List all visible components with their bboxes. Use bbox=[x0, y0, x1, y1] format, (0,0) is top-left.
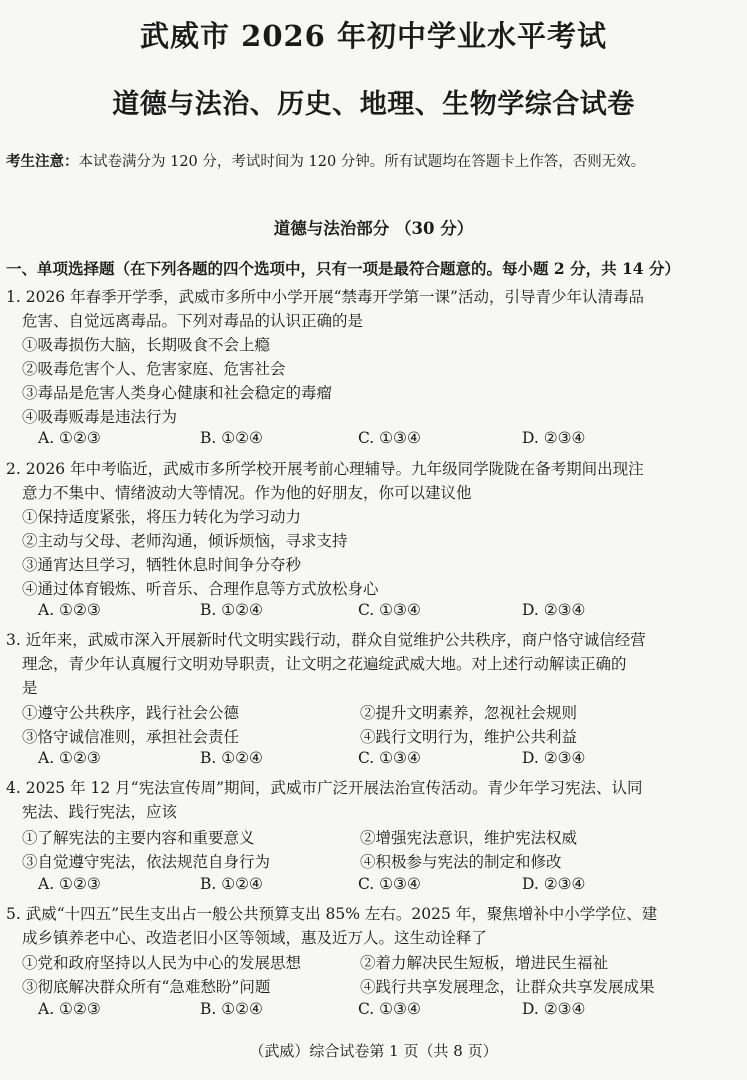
option-c: C. ①③④ bbox=[358, 601, 421, 619]
question-stem-line: 意力不集中、情绪波动大等情况。作为他的好朋友，你可以建议他 bbox=[22, 484, 472, 502]
option-a: A. ①②③ bbox=[38, 429, 101, 447]
question-stem-line: 1. 2026 年春季开学季，武威市多所中小学开展“禁毒开学第一课”活动，引导青少年认清毒品 bbox=[6, 288, 644, 306]
option-d: D. ②③④ bbox=[522, 429, 586, 447]
option-d: D. ②③④ bbox=[522, 1000, 586, 1018]
question-type-heading: 一、单项选择题（在下列各题的四个选项中，只有一项是最符合题意的。每小题 2 分，共 14 分） bbox=[6, 259, 680, 278]
statement: ④践行文明行为，维护公共利益 bbox=[360, 728, 578, 746]
option-b: B. ①②④ bbox=[200, 875, 263, 893]
option-b: B. ①②④ bbox=[200, 749, 263, 767]
statement: ②着力解决民生短板，增进民生福祉 bbox=[360, 954, 609, 972]
notice-label: 考生注意： bbox=[6, 153, 79, 170]
option-c: C. ①③④ bbox=[358, 1000, 421, 1018]
statement: ②提升文明素养，忽视社会规则 bbox=[360, 704, 578, 722]
option-d: D. ②③④ bbox=[522, 749, 586, 767]
statement: ①吸毒损伤大脑，长期吸食不会上瘾 bbox=[22, 336, 271, 354]
candidate-notice bbox=[6, 150, 645, 171]
option-c: C. ①③④ bbox=[358, 875, 421, 893]
option-a: A. ①②③ bbox=[38, 601, 101, 619]
statement: ④积极参与宪法的制定和修改 bbox=[360, 853, 562, 871]
statement: ④践行共享发展理念，让群众共享发展成果 bbox=[360, 978, 655, 996]
statement: ②增强宪法意识，维护宪法权威 bbox=[360, 829, 578, 847]
question-stem-line: 3. 近年来，武威市深入开展新时代文明实践行动，群众自觉维护公共秩序，商户恪守诚信经营 bbox=[6, 631, 646, 649]
question-stem-line: 理念，青少年认真履行文明劝导职责，让文明之花遍绽武威大地。对上述行动解读正确的 bbox=[22, 655, 627, 673]
option-b: B. ①②④ bbox=[200, 1000, 263, 1018]
statement: ③毒品是危害人类身心健康和社会稳定的毒瘤 bbox=[22, 384, 333, 402]
page-footer: （武威）综合试卷第 1 页（共 8 页） bbox=[249, 1042, 498, 1060]
statement: ①了解宪法的主要内容和重要意义 bbox=[22, 829, 255, 847]
statement: ②吸毒危害个人、危害家庭、危害社会 bbox=[22, 360, 286, 378]
statement: ③自觉遵守宪法，依法规范自身行为 bbox=[22, 853, 271, 871]
notice-text: 本试卷满分为 120 分，考试时间为 120 分钟。所有试题均在答题卡上作答，否则无效。 bbox=[78, 154, 646, 170]
exam-title: 武威市 2026 年初中学业水平考试 bbox=[140, 19, 607, 53]
statement: ③恪守诚信准则，承担社会责任 bbox=[22, 728, 240, 746]
question-stem-line: 5. 武威“十四五”民生支出占一般公共预算支出 85% 左右。2025 年，聚焦增补中小学学位、建 bbox=[6, 905, 658, 923]
option-d: D. ②③④ bbox=[522, 601, 586, 619]
option-a: A. ①②③ bbox=[38, 875, 101, 893]
question-stem-line: 2. 2026 年中考临近，武威市多所学校开展考前心理辅导。九年级同学陇陇在备考期间出现注 bbox=[6, 460, 644, 478]
question-stem-line: 宪法、践行宪法，应该 bbox=[22, 803, 178, 821]
statement: ②主动与父母、老师沟通，倾诉烦恼，寻求支持 bbox=[22, 532, 348, 550]
paper-subtitle: 道德与法治、历史、地理、生物学综合试卷 bbox=[112, 89, 635, 120]
question-stem-line: 危害、自觉远离毒品。下列对毒品的认识正确的是 bbox=[22, 312, 364, 330]
section-title: 道德与法治部分 （30 分） bbox=[273, 219, 474, 238]
option-b: B. ①②④ bbox=[200, 429, 263, 447]
option-a: A. ①②③ bbox=[38, 1000, 101, 1018]
statement: ④通过体育锻炼、听音乐、合理作息等方式放松身心 bbox=[22, 580, 379, 598]
statement: ③彻底解决群众所有“急难愁盼”问题 bbox=[22, 978, 271, 996]
statement: ④吸毒贩毒是违法行为 bbox=[22, 408, 178, 426]
statement: ①保持适度紧张，将压力转化为学习动力 bbox=[22, 508, 302, 526]
statement: ①党和政府坚持以人民为中心的发展思想 bbox=[22, 954, 302, 972]
question-stem-line: 是 bbox=[22, 679, 38, 697]
option-c: C. ①③④ bbox=[358, 429, 421, 447]
question-stem-line: 4. 2025 年 12 月“宪法宣传周”期间，武威市广泛开展法治宣传活动。青少年学习宪法、认同 bbox=[6, 779, 643, 797]
statement: ①遵守公共秩序，践行社会公德 bbox=[22, 704, 240, 722]
statement: ③通宵达旦学习，牺牲休息时间争分夺秒 bbox=[22, 556, 302, 574]
option-d: D. ②③④ bbox=[522, 875, 586, 893]
option-c: C. ①③④ bbox=[358, 749, 421, 767]
option-a: A. ①②③ bbox=[38, 749, 101, 767]
question-stem-line: 成乡镇养老中心、改造老旧小区等领域，惠及近万人。这生动诠释了 bbox=[22, 929, 488, 947]
option-b: B. ①②④ bbox=[200, 601, 263, 619]
